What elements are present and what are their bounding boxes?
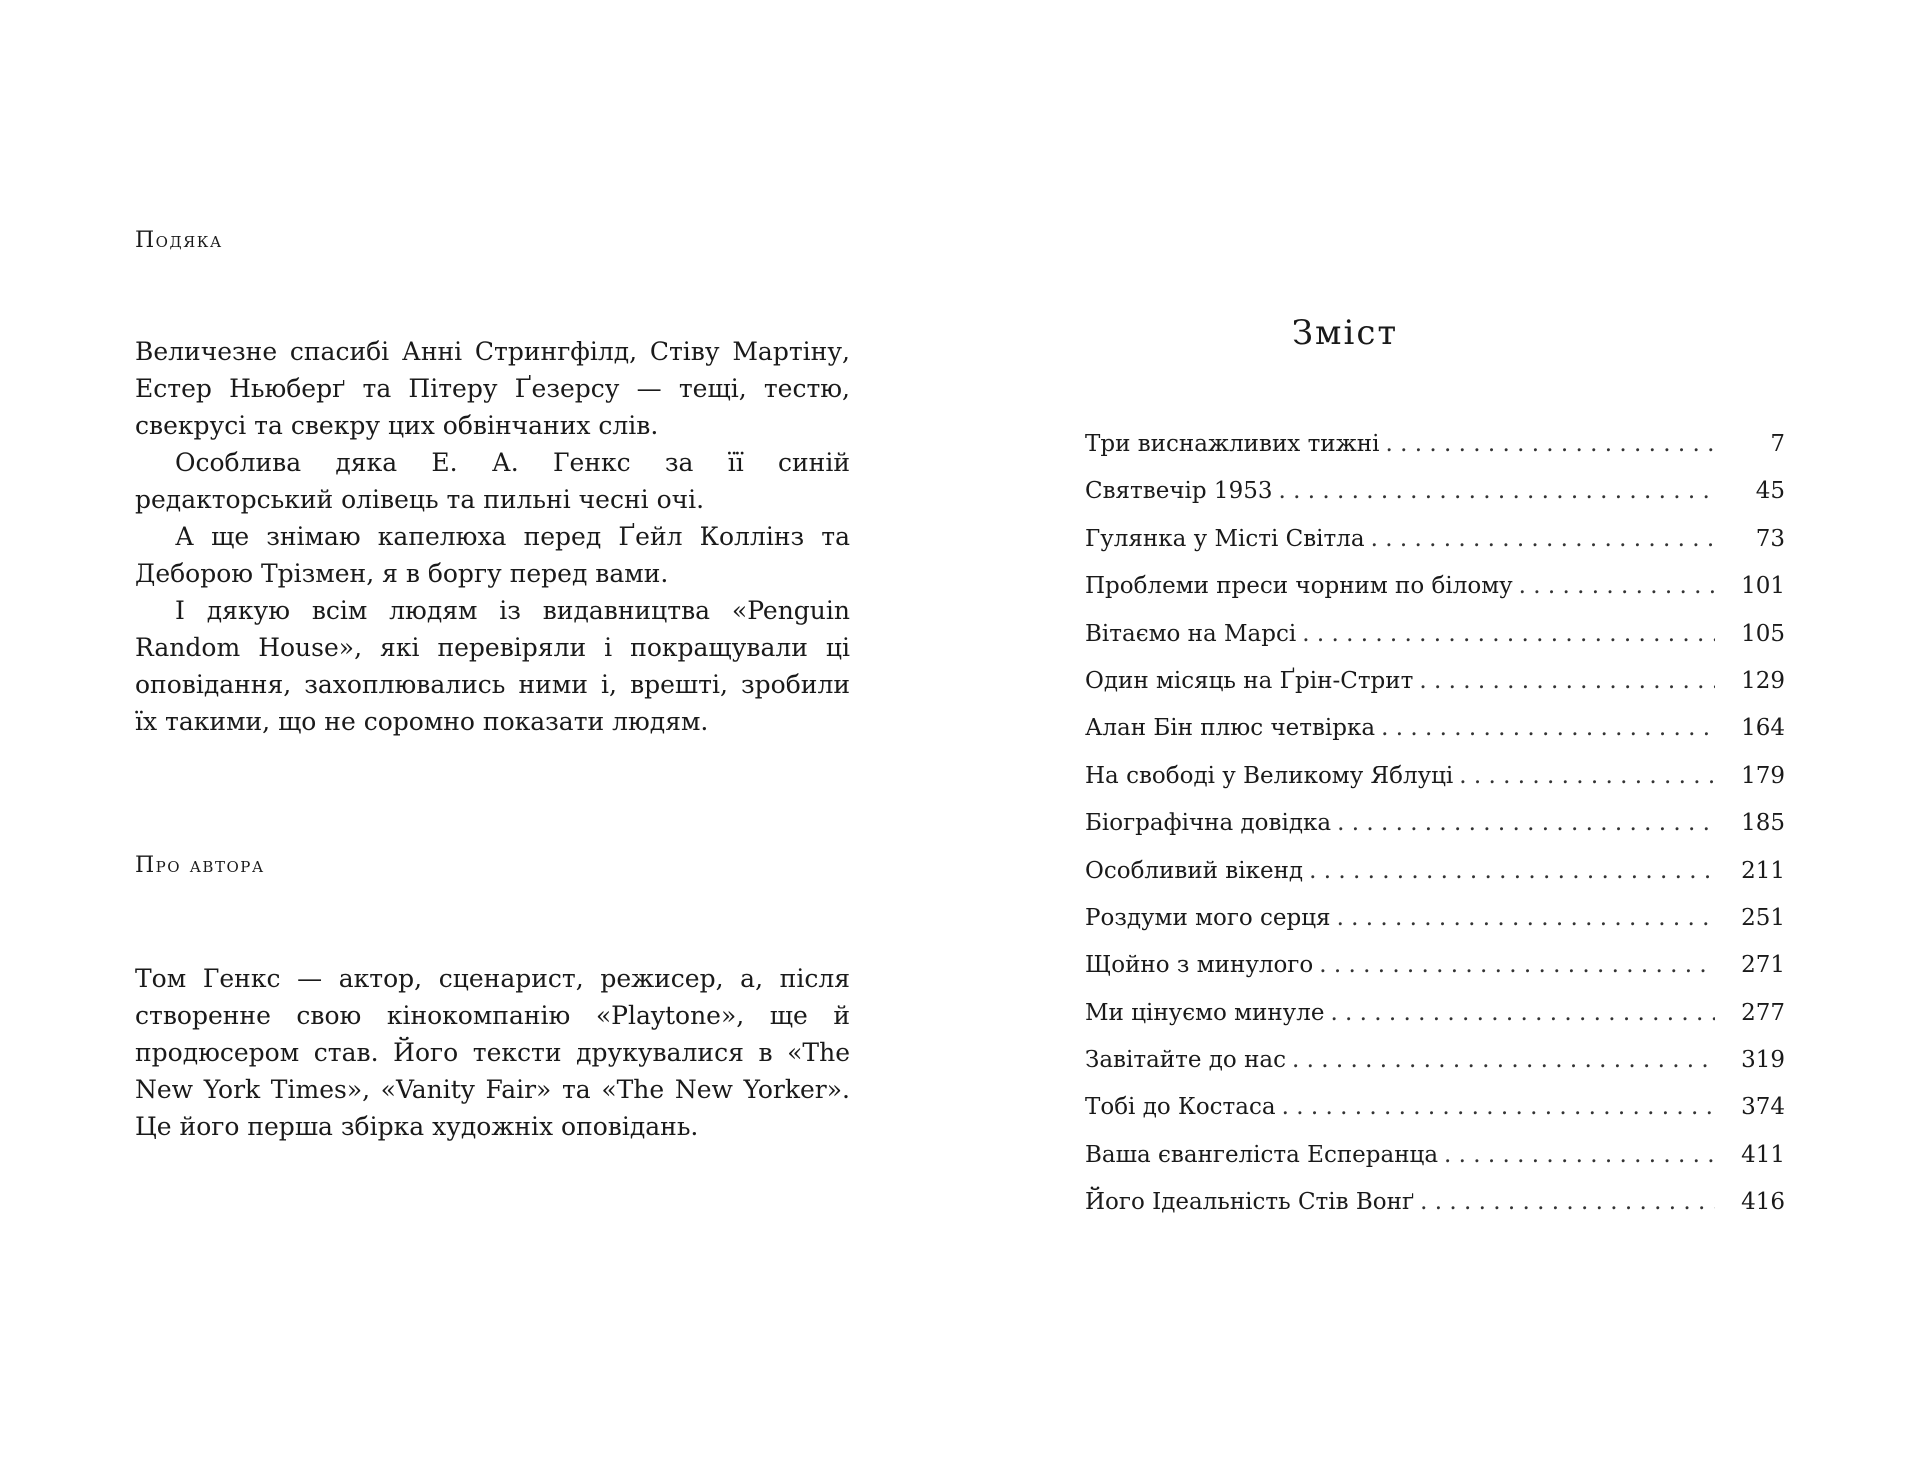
toc-entry-title: Роздуми мого серця — [1085, 904, 1331, 931]
toc-entry — [1085, 668, 1785, 715]
toc-leader-dots — [1371, 526, 1715, 552]
acknowledgments-paragraph: Величезне спасибі Анні Стрингфілд, Стіву Мартіну, Естер Ньюберґ та Пітеру Ґезерсу — тещі, тестю, свекрусі та свекру цих обвінчаних слів. — [135, 337, 850, 440]
toc-leader-dots — [1282, 1094, 1715, 1120]
toc-leader-dots — [1337, 810, 1715, 836]
acknowledgments-paragraph: Особлива дяка Е. А. Генкс за її синій редакторський олівець та пильні чесні очі. — [135, 448, 850, 514]
toc-leader-dots — [1330, 1000, 1715, 1026]
right-page — [960, 0, 1920, 1477]
toc-entry-title: Біографічна довідка — [1085, 810, 1332, 837]
toc-entry-title: Гулянка у Місті Світла — [1085, 525, 1365, 552]
toc-leader-dots — [1519, 573, 1715, 599]
toc-entry — [1085, 858, 1785, 905]
toc-page-number: 129 — [1741, 667, 1785, 694]
toc-entry-title: Його Ідеальність Стів Вонґ — [1085, 1189, 1415, 1216]
toc-entry — [1085, 621, 1785, 668]
toc-entry-title: Вітаємо на Марсі — [1085, 620, 1297, 647]
toc-entry-title: Один місяць на Ґрін-Стрит — [1085, 667, 1414, 694]
toc-entry-title: Алан Бін плюс четвірка — [1085, 715, 1376, 742]
acknowledgments-heading: Подяка — [135, 228, 223, 253]
toc-entry-title: На свободі у Великому Яблуці — [1085, 762, 1454, 789]
toc-entry-title: Ми цінуємо минуле — [1085, 999, 1325, 1026]
toc-page-number: 45 — [1755, 478, 1785, 505]
toc-page-number: 319 — [1741, 1047, 1785, 1074]
about-author-body — [135, 960, 850, 1145]
toc-leader-dots — [1381, 715, 1715, 741]
toc-page-number: 179 — [1741, 762, 1785, 789]
toc-title: Зміст — [1291, 312, 1399, 353]
toc-page-number: 411 — [1741, 1141, 1785, 1168]
toc-entry-title: Тобі до Костаса — [1085, 1094, 1276, 1121]
toc-entry — [1085, 715, 1785, 762]
toc-leader-dots — [1337, 905, 1715, 931]
toc-leader-dots — [1420, 1189, 1715, 1215]
acknowledgments-paragraph: І дякую всім людям із видавництва «Penguin Random House», які перевіряли і покращували ці оповідання, захоплювались ними і, врешті, зробили їх такими, що не соромно показати людям. — [135, 596, 850, 736]
toc-entry-title: Завітайте до нас — [1085, 1047, 1287, 1074]
toc-leader-dots — [1278, 478, 1715, 504]
toc-entry-title: Святвечір 1953 — [1085, 478, 1273, 505]
toc-entry — [1085, 573, 1785, 620]
toc-page-number: 164 — [1741, 715, 1785, 742]
toc-entry — [1085, 1189, 1785, 1236]
toc-page-number: 416 — [1741, 1189, 1785, 1216]
toc-entry-title: Ваша євангеліста Есперанца — [1085, 1141, 1439, 1168]
toc-page-number: 251 — [1741, 904, 1785, 931]
toc-page-number: 211 — [1741, 857, 1785, 884]
toc-entry — [1085, 431, 1785, 478]
toc-leader-dots — [1302, 621, 1715, 647]
about-author-heading: Про автора — [135, 853, 265, 878]
toc-entry — [1085, 763, 1785, 810]
toc-entry — [1085, 1047, 1785, 1094]
toc-page-number: 277 — [1741, 999, 1785, 1026]
toc-entry — [1085, 952, 1785, 999]
toc-leader-dots — [1292, 1047, 1715, 1073]
toc-leader-dots — [1319, 952, 1715, 978]
toc-entry-title: Три виснажливих тижні — [1085, 431, 1380, 457]
toc-entry-title: Щойно з минулого — [1085, 952, 1314, 979]
toc-entry-title: Особливий вікенд — [1085, 857, 1304, 884]
toc-leader-dots — [1444, 1142, 1715, 1168]
toc-entry — [1085, 1094, 1785, 1141]
toc-leader-dots — [1309, 858, 1715, 884]
about-author-paragraph: Том Генкс — актор, сценарист, режисер, а, після створенне свою кінокомпанію «Playtone», ще й продюсером став. Його тексти друкувалися в «The New York Times», «Vanity Fair» та «The New Yorker». Це його перша збірка художніх оповідань. — [135, 964, 850, 1141]
toc-page-number: 7 — [1770, 431, 1785, 457]
toc-page-number: 73 — [1755, 525, 1785, 552]
toc-entry — [1085, 478, 1785, 525]
toc-leader-dots — [1385, 431, 1715, 457]
toc-page-number: 105 — [1741, 620, 1785, 647]
toc-list — [1085, 431, 1785, 1237]
toc-page-number: 271 — [1741, 952, 1785, 979]
toc-page-number: 185 — [1741, 810, 1785, 837]
toc-entry — [1085, 905, 1785, 952]
toc-entry — [1085, 1142, 1785, 1189]
toc-entry — [1085, 1000, 1785, 1047]
toc-page-number: 101 — [1741, 573, 1785, 600]
toc-entry-title: Проблеми преси чорним по білому — [1085, 573, 1513, 600]
toc-leader-dots — [1419, 668, 1715, 694]
toc-entry — [1085, 810, 1785, 857]
toc-page-number: 374 — [1741, 1094, 1785, 1121]
acknowledgments-paragraph: А ще знімаю капелюха перед Ґейл Коллінз та Деборою Трізмен, я в боргу перед вами. — [135, 522, 850, 588]
acknowledgments-body — [135, 333, 850, 740]
toc-leader-dots — [1459, 763, 1715, 789]
toc-entry — [1085, 526, 1785, 573]
